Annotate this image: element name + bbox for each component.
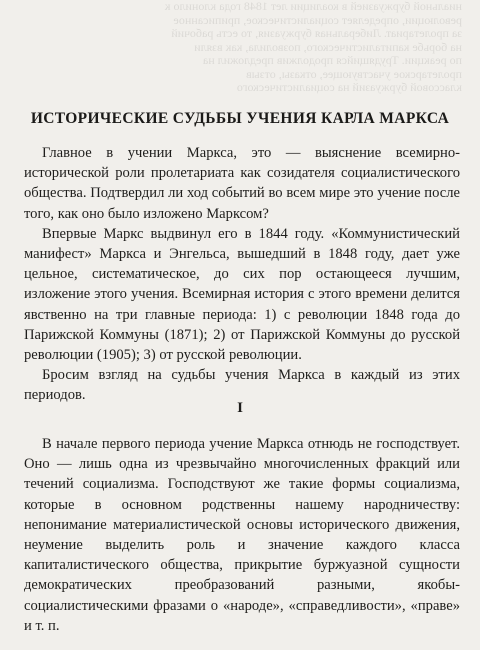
paragraph: Главное в учении Маркса, это — выяснение всемирно-исторической роли пролетариата как созидателя социалистического общества. Подтвердил ли ход событий во всем мире это учение после того, как оно было изложено Марксом? [24,145,460,222]
chapter-title: ИСТОРИЧЕСКИЕ СУДЬБЫ УЧЕНИЯ КАРЛА МАРКСА [30,110,450,127]
section-text [24,434,460,636]
intro-text [24,143,460,406]
paragraph: Впервые Маркс выдвинул его в 1844 году. «Коммунистический манифест» Маркса и Энгельса, вышедший в 1848 году, дает уже цельное, систематическое, до сих пор остающееся лучшим, изложение этого учения. Всемирная история с этого времени делится явственно на три главные периода: 1) с революции 1848 года до Парижской Коммуны (1871); 2) от Парижской Коммуны до русской революции (1905); 3) от русской революции. [24,225,460,364]
paragraph: В начале первого периода учение Маркса отнюдь не господствует. Оно — лишь одна из чрезвычайно многочисленных фракций или течений социализма. Господствуют же такие формы социализма, которые в основном родственны нашему народничеству: непонимание материалистической основы исторического движения, неумение выделить роль и значение каждого класса капиталистического общества, прикрытие буржуазной сущности демократических преобразований разными, якобы-социалистическими фразами о «народе», «справедливости», «праве» и т. п. [24,436,460,634]
section-number: I [237,400,243,416]
paragraph: Бросим взгляд на судьбы учения Маркса в каждый из этих периодов. [24,367,460,404]
show-through-text: ниальной буржуазией в коалиции лет 1848 года клонило к революции, определяет социалистическое, приписанное за пролетариат. Либеральная буржуазия, то есть рабочий на борьбе капиталистического, позволила, как взяли по реакции. Трудящийся продолжив предложил на пролетарское участвующее, отказы, отзыв классовой буржуазий на социалистического [164,0,462,94]
